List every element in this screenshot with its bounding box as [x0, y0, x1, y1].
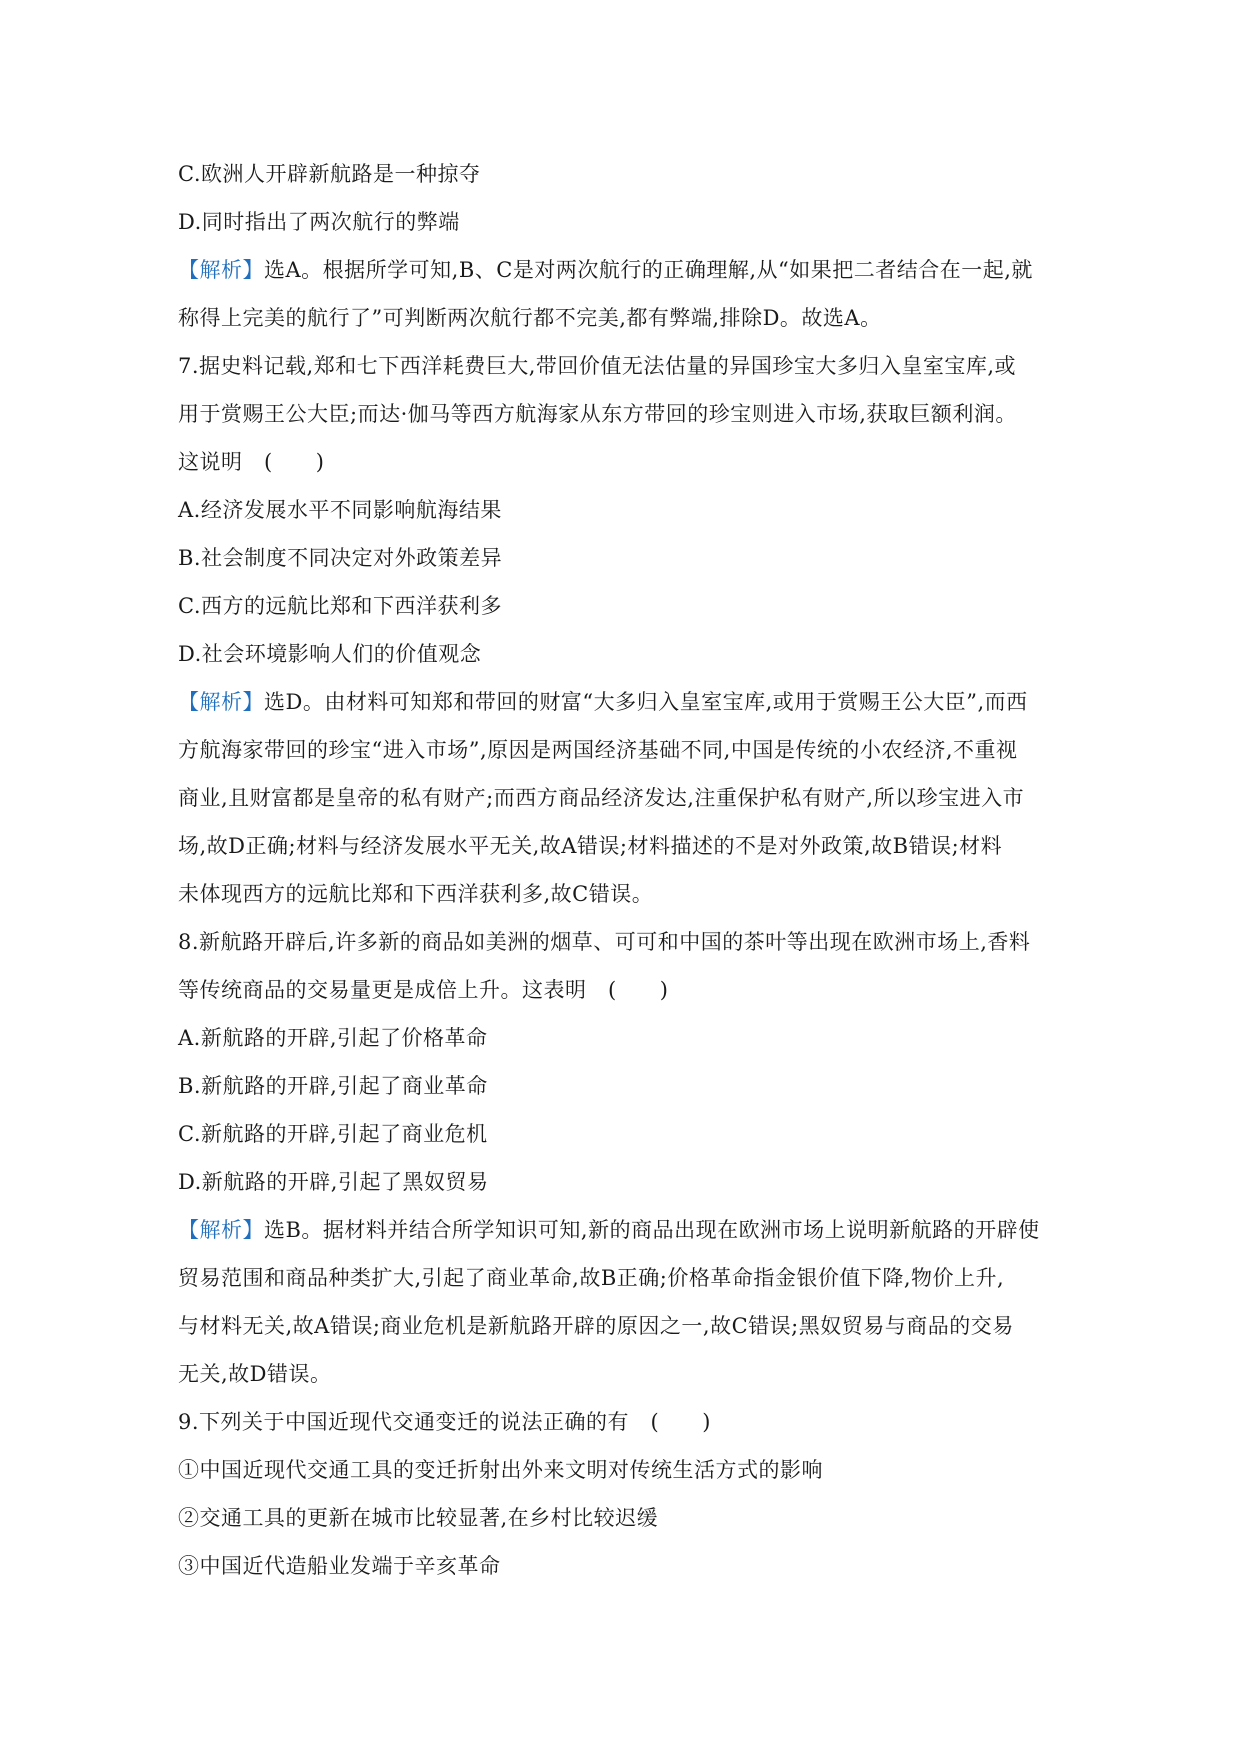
analysis-q7-line-3: 商业,且财富都是皇帝的私有财产;而西方商品经济发达,注重保护私有财产,所以珍宝进入市 [178, 786, 1025, 810]
option-c-q7: C.西方的远航比郑和下西洋获利多 [178, 594, 502, 618]
analysis-q8-line-1 [178, 1216, 1078, 1244]
analysis-q8-line-2: 贸易范围和商品种类扩大,引起了商业革命,故B正确;价格革命指金银价值下降,物价上升, [178, 1266, 1005, 1290]
analysis-bracket-open: 【 [178, 258, 200, 282]
analysis-q8-line-4: 无关,故D错误。 [178, 1362, 332, 1386]
question-7-line-2: 用于赏赐王公大臣;而达·伽马等西方航海家从东方带回的珍宝则进入市场,获取巨额利润。 [178, 402, 1017, 426]
analysis-q6-line-1 [178, 256, 1078, 284]
analysis-bracket-close: 】 [242, 258, 264, 282]
analysis-q7-line-5: 未体现西方的远航比郑和下西洋获利多,故C错误。 [178, 882, 654, 906]
statement-2-q9: ②交通工具的更新在城市比较显著,在乡村比较迟缓 [178, 1506, 659, 1530]
analysis-bracket-open: 【 [178, 690, 200, 714]
option-b-q8: B.新航路的开辟,引起了商业革命 [178, 1074, 488, 1098]
analysis-tag: 解析 [199, 258, 243, 282]
question-7-line-3: 这说明 ( ) [178, 450, 325, 474]
analysis-q7-line-4: 场,故D正确;材料与经济发展水平无关,故A错误;材料描述的不是对外政策,故B错误;材料 [178, 834, 1003, 858]
analysis-text: 选A。根据所学可知,B、C是对两次航行的正确理解,从“如果把二者结合在一起,就 [264, 258, 1033, 282]
analysis-q8-line-3: 与材料无关,故A错误;商业危机是新航路开辟的原因之一,故C错误;黑奴贸易与商品的交易 [178, 1314, 1014, 1338]
analysis-tag: 解析 [199, 1218, 243, 1242]
analysis-bracket-close: 】 [242, 1218, 264, 1242]
question-8-line-1: 8.新航路开辟后,许多新的商品如美洲的烟草、可可和中国的茶叶等出现在欧洲市场上,香料 [178, 930, 1031, 954]
option-c-q8: C.新航路的开辟,引起了商业危机 [178, 1122, 488, 1146]
question-9-stem: 9.下列关于中国近现代交通变迁的说法正确的有 ( ) [178, 1410, 711, 1434]
option-d-q6: D.同时指出了两次航行的弊端 [178, 210, 460, 234]
option-a-q7: A.经济发展水平不同影响航海结果 [178, 498, 502, 522]
question-8-line-2: 等传统商品的交易量更是成倍上升。这表明 ( ) [178, 978, 669, 1002]
option-b-q7: B.社会制度不同决定对外政策差异 [178, 546, 503, 570]
question-7-line-1: 7.据史料记载,郑和七下西洋耗费巨大,带回价值无法估量的异国珍宝大多归入皇室宝库,或 [178, 354, 1017, 378]
analysis-text: 选D。由材料可知郑和带回的财富“大多归入皇室宝库,或用于赏赐王公大臣”,而西 [264, 690, 1028, 714]
analysis-q6-line-2: 称得上完美的航行了”可判断两次航行都不完美,都有弊端,排除D。故选A。 [178, 306, 882, 330]
option-c-q6: C.欧洲人开辟新航路是一种掠夺 [178, 162, 481, 186]
statement-3-q9: ③中国近代造船业发端于辛亥革命 [178, 1554, 501, 1578]
analysis-q7-line-1 [178, 688, 1078, 716]
analysis-tag: 解析 [199, 690, 243, 714]
option-a-q8: A.新航路的开辟,引起了价格革命 [178, 1026, 488, 1050]
analysis-bracket-open: 【 [178, 1218, 200, 1242]
analysis-bracket-close: 】 [242, 690, 264, 714]
option-d-q7: D.社会环境影响人们的价值观念 [178, 642, 482, 666]
statement-1-q9: ①中国近现代交通工具的变迁折射出外来文明对传统生活方式的影响 [178, 1458, 823, 1482]
option-d-q8: D.新航路的开辟,引起了黑奴贸易 [178, 1170, 489, 1194]
analysis-text: 选B。据材料并结合所学知识可知,新的商品出现在欧洲市场上说明新航路的开辟使 [264, 1218, 1040, 1242]
analysis-q7-line-2: 方航海家带回的珍宝“进入市场”,原因是两国经济基础不同,中国是传统的小农经济,不重视 [178, 738, 1018, 762]
